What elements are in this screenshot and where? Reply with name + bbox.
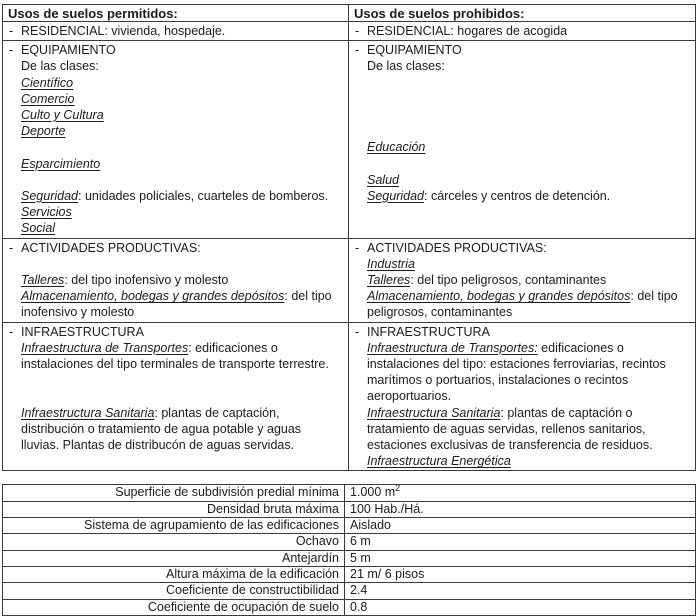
norm-label: Superficie de subdivisión predial mínima	[3, 485, 345, 501]
text-segment: : del tipo	[630, 289, 678, 304]
text-line	[8, 372, 345, 388]
text-segment: ACTIVIDADES PRODUCTIVAS:	[367, 240, 547, 255]
text-line	[354, 304, 692, 320]
prohibited-cell-equipamiento	[349, 41, 696, 238]
emphasized-term: Talleres	[367, 273, 411, 288]
text-segment: lluvias. Plantas de distribucón de aguas servidas.	[21, 438, 295, 453]
text-segment: RESIDENCIAL: hogares de acogida	[367, 24, 568, 38]
norm-value: 0.8	[345, 599, 696, 615]
text-segment: RESIDENCIAL: vivienda, hospedaje.	[21, 24, 226, 38]
norm-label: Altura máxima de la edificación	[3, 566, 345, 582]
prohibited-cell-residencial	[349, 22, 696, 41]
norm-value: 1.000 $m^2$	[345, 485, 696, 501]
land-use-table	[2, 4, 696, 471]
emphasized-term: Deporte	[21, 124, 66, 139]
text-line	[354, 240, 692, 256]
text-line	[8, 340, 345, 356]
text-line	[354, 256, 692, 272]
emphasized-term: Almacenamiento, bodegas y grandes depósitos	[367, 289, 631, 304]
text-segment: : unidades policiales, cuarteles de bomberos.	[78, 189, 329, 204]
text-line	[8, 23, 345, 39]
emphasized-term: Seguridad	[367, 189, 424, 204]
text-line	[8, 107, 345, 123]
text-line	[8, 356, 345, 372]
text-segment: tratamiento de aguas servidas, rellenos sanitarios,	[367, 421, 646, 436]
prohibited-cell-actividades-productivas	[349, 238, 696, 322]
norm-value: 5 m	[345, 550, 696, 566]
text-line	[8, 405, 345, 421]
emphasized-term: Infraestructura de Transportes	[21, 340, 189, 355]
text-line	[354, 340, 692, 356]
emphasized-term: Científico	[21, 75, 74, 90]
text-segment: ACTIVIDADES PRODUCTIVAS:	[21, 240, 201, 255]
text-segment: estaciones exclusivas de transferencia de residuos.	[367, 438, 653, 453]
text-segment: : cárceles y centros de detención.	[424, 189, 611, 204]
text-line	[8, 139, 345, 155]
building-norms-table-body	[3, 485, 696, 615]
text-line	[8, 388, 345, 404]
text-line	[8, 172, 345, 188]
norm-row	[3, 518, 696, 534]
text-line	[8, 421, 345, 437]
text-segment: : del tipo inofensivo y molesto	[64, 273, 229, 288]
text-line	[354, 123, 692, 139]
use-row-actividades-productivas	[3, 238, 696, 322]
text-line	[354, 188, 692, 204]
emphasized-term: Culto y Cultura	[21, 108, 104, 123]
prohibited-cell-infraestructura	[349, 322, 696, 471]
norm-value: Aislado	[345, 518, 696, 534]
norm-row	[3, 485, 696, 501]
text-line	[354, 42, 692, 58]
text-line	[354, 453, 692, 469]
emphasized-term: Almacenamiento, bodegas y grandes depósitos	[21, 289, 285, 304]
permitted-cell-infraestructura	[3, 322, 349, 471]
text-line	[354, 324, 692, 340]
text-line	[8, 204, 345, 220]
text-segment: instalaciones del tipo terminales de transporte terrestre.	[21, 357, 329, 372]
text-line	[354, 75, 692, 91]
permitted-cell-residencial	[3, 22, 349, 41]
text-segment: EQUIPAMIENTO	[367, 43, 462, 58]
text-line	[354, 156, 692, 172]
text-segment: EQUIPAMIENTO	[21, 43, 116, 58]
norm-row	[3, 599, 696, 615]
prohibited-uses-header: Usos de suelos prohibidos:	[349, 5, 696, 22]
text-segment: marítimos o portuarios, instalaciones o recintos	[367, 373, 629, 388]
text-segment: INFRAESTRUCTURA	[21, 324, 144, 339]
norm-label: Coeficiente de ocupación de suelo	[3, 599, 345, 615]
text-segment: : del tipo	[284, 289, 332, 304]
text-segment: distribución o tratamiento de agua potable y aguas	[21, 421, 302, 436]
permitted-cell-actividades-productivas	[3, 238, 349, 322]
emphasized-term: Servicios	[21, 205, 72, 220]
emphasized-term: Seguridad	[21, 189, 78, 204]
text-line	[354, 288, 692, 304]
text-line	[354, 172, 692, 188]
text-line	[354, 437, 692, 453]
text-line	[354, 23, 692, 39]
text-line	[8, 288, 345, 304]
emphasized-term: Talleres	[21, 273, 65, 288]
text-segment: aeroportuarios.	[367, 389, 452, 404]
emphasized-term: Social	[21, 221, 56, 236]
land-use-header-row	[3, 5, 696, 22]
text-line	[8, 91, 345, 107]
norm-label: Sistema de agrupamiento de las edificaciones	[3, 518, 345, 534]
text-line	[8, 272, 345, 288]
text-segment: : del tipo peligrosos, contaminantes	[410, 273, 607, 288]
use-row-infraestructura	[3, 322, 696, 471]
norm-label: Antejardín	[3, 550, 345, 566]
text-line	[8, 256, 345, 272]
emphasized-term: Esparcimiento	[21, 156, 101, 171]
norm-row	[3, 534, 696, 550]
emphasized-term: Infraestructura Sanitaria	[21, 405, 155, 420]
emphasized-term: Comercio	[21, 91, 75, 106]
norm-label: Coeficiente de constructibilidad	[3, 583, 345, 599]
text-line	[354, 107, 692, 123]
text-line	[354, 405, 692, 421]
text-line	[354, 272, 692, 288]
text-line	[8, 188, 345, 204]
text-segment: : plantas de captación o	[500, 405, 633, 420]
emphasized-term: Educación	[367, 140, 426, 155]
norm-value: 2.4	[345, 583, 696, 599]
superscript: 2	[395, 484, 401, 494]
text-line	[354, 372, 692, 388]
text-segment: : plantas de captación,	[154, 405, 280, 420]
text-segment: De las clases:	[21, 59, 99, 74]
text-line	[8, 75, 345, 91]
text-line	[354, 58, 692, 74]
text-line	[8, 123, 345, 139]
text-segment: De las clases:	[367, 59, 445, 74]
text-line	[8, 42, 345, 58]
text-line	[354, 91, 692, 107]
text-segment: INFRAESTRUCTURA	[367, 324, 490, 339]
text-line	[354, 388, 692, 404]
norm-value: 100 Hab./Há.	[345, 501, 696, 517]
text-segment: edificaciones o	[537, 340, 624, 355]
norm-row	[3, 501, 696, 517]
use-row-equipamiento	[3, 41, 696, 238]
text-line	[8, 156, 345, 172]
text-line	[354, 139, 692, 155]
text-segment: inofensivo y molesto	[21, 305, 135, 320]
use-row-residencial	[3, 22, 696, 41]
norm-row	[3, 566, 696, 582]
land-use-table-body	[3, 22, 696, 471]
text-line	[354, 421, 692, 437]
emphasized-term: Infraestructura de Transportes:	[367, 340, 538, 355]
text-line	[8, 58, 345, 74]
text-line	[8, 220, 345, 236]
norm-label: Densidad bruta máxima	[3, 501, 345, 517]
permitted-cell-equipamiento	[3, 41, 349, 238]
text-line	[8, 324, 345, 340]
emphasized-term: Industria	[367, 256, 415, 271]
norm-value: 6 m	[345, 534, 696, 550]
text-segment: peligrosos, contaminantes	[367, 305, 513, 320]
text-line	[8, 304, 345, 320]
text-segment: instalaciones del tipo: estaciones ferroviarias, recintos	[367, 357, 666, 372]
text-segment: : edificaciones o	[188, 340, 278, 355]
emphasized-term: Salud	[367, 172, 399, 187]
text-line	[354, 356, 692, 372]
norm-row	[3, 583, 696, 599]
text-line	[8, 240, 345, 256]
emphasized-term: Infraestructura Energética	[367, 454, 511, 469]
norm-row	[3, 550, 696, 566]
norm-label: Ochavo	[3, 534, 345, 550]
permitted-uses-header: Usos de suelos permitidos:	[3, 5, 349, 22]
text-line	[8, 437, 345, 453]
building-norms-table	[2, 484, 696, 615]
norm-value: 21 m/ 6 pisos	[345, 566, 696, 582]
emphasized-term: Infraestructura Sanitaria	[367, 405, 501, 420]
